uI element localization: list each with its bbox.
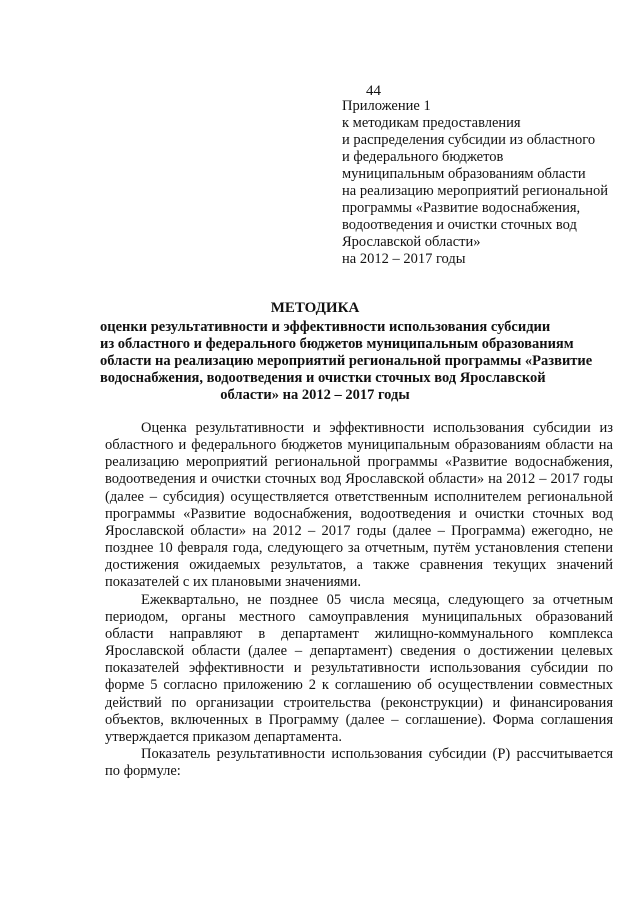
appendix-line: к методикам предоставления [342, 115, 521, 131]
body-paragraph: Показатель результативности использования субсидии (Р) рассчитывается по формуле: [105, 745, 613, 780]
appendix-line: водоотведения и очистки сточных вод [342, 217, 577, 233]
body-paragraph: Ежеквартально, не позднее 05 числа месяца, следующего за отчетным периодом, органы местного самоуправления муниципальных образований области направляют в департамент жилищно-коммунального комплекса Ярославской области (далее – департамент) сведения о достижении целевых показателей эффективности и результативности использования субсидии по форме 5 согласно приложению 2 к соглашению об осуществлении совместных действий по организации строительства (реконструкции) и финансирования объектов, включенных в Программу (далее – соглашение). Форма соглашения утверждается приказом департамента. [105, 591, 613, 745]
title-line: области» на 2012 – 2017 годы [220, 387, 410, 403]
document-body [105, 420, 613, 780]
page-number: 44 [366, 83, 381, 99]
appendix-line: Приложение 1 [342, 98, 431, 114]
appendix-line: муниципальным образованиям области [342, 166, 586, 182]
title-line: оценки результативности и эффективности использования субсидии [100, 319, 551, 335]
appendix-line: Ярославской области» [342, 234, 481, 250]
appendix-reference [342, 98, 612, 268]
appendix-line: на 2012 – 2017 годы [342, 251, 466, 267]
title-line: области на реализацию мероприятий региональной программы «Развитие [100, 353, 593, 369]
title-line: водоснабжения, водоотведения и очистки сточных вод Ярославской [100, 370, 546, 386]
appendix-line: и распределения субсидии из областного [342, 132, 596, 148]
document-heading: МЕТОДИКА [270, 300, 360, 316]
document-title [100, 300, 593, 404]
appendix-line: на реализацию мероприятий региональной [342, 183, 608, 199]
title-line: из областного и федерального бюджетов муниципальным образованиям [100, 336, 574, 352]
body-paragraph: Оценка результативности и эффективности использования субсидии из областного и федерального бюджетов муниципальным образованиям области на реализацию мероприятий региональной программы «Развитие водоснабжения, водоотведения и очистки сточных вод Ярославской области» на 2012 – 2017 годы (далее – субсидия) осуществляется ответственным исполнителем региональной программы «Развитие водоснабжения, водоотведения и очистки сточных вод Ярославской области» на 2012 – 2017 годы (далее – Программа) ежегодно, не позднее 10 февраля года, следующего за отчетным, путём установления степени достижения ожидаемых результатов, а также сравнения текущих значений показателей с их плановыми значениями. [105, 420, 613, 591]
appendix-line: программы «Развитие водоснабжения, [342, 200, 581, 216]
appendix-line: и федерального бюджетов [342, 149, 504, 165]
